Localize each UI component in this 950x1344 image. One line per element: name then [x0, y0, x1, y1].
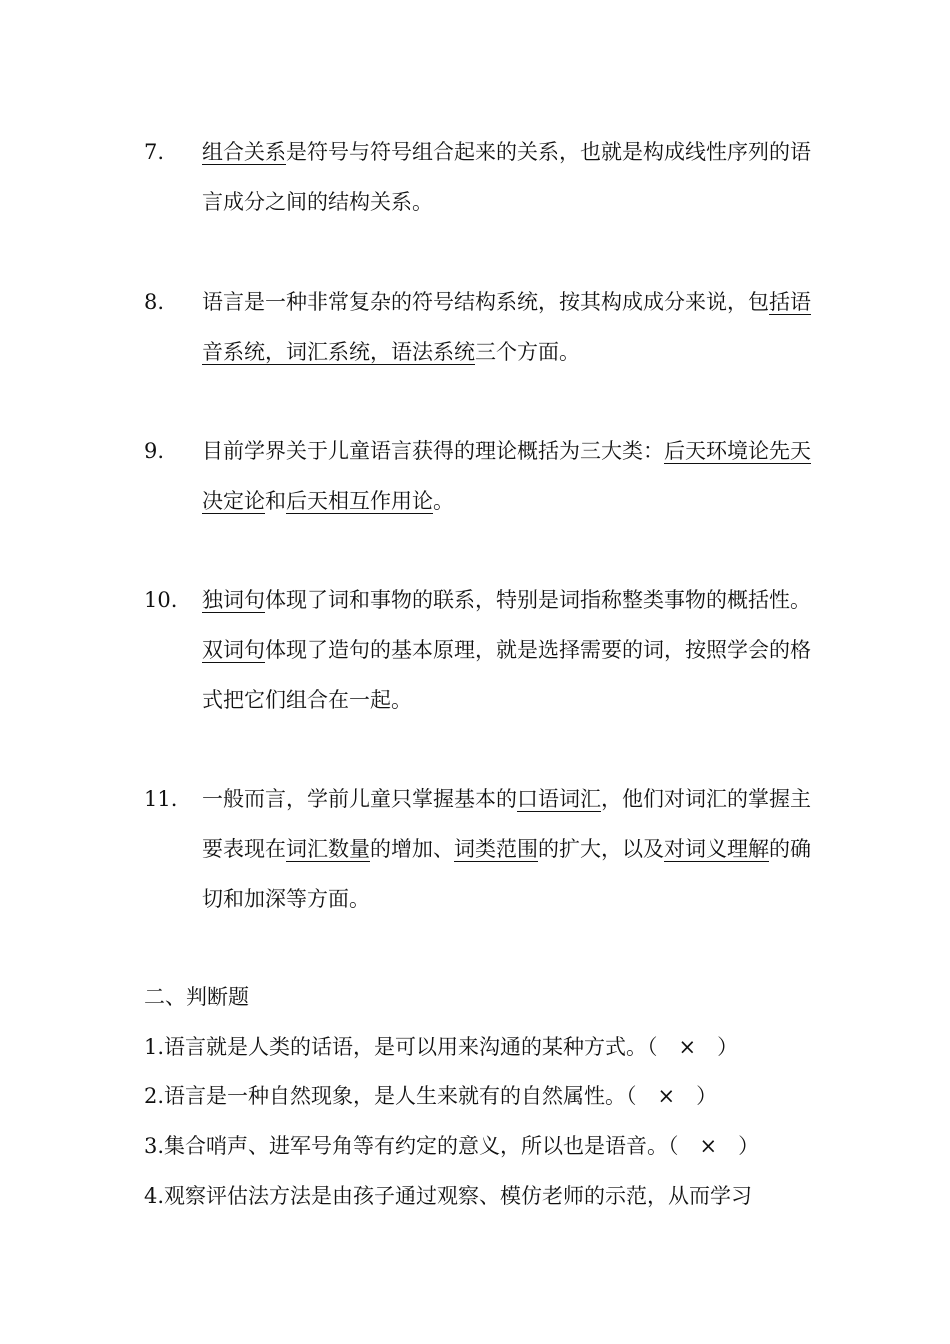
text-segment: 的扩大，以及	[538, 837, 664, 861]
item-text	[202, 277, 824, 377]
fill-item-8	[144, 277, 824, 377]
answer-blank: 后天相互作用论	[286, 489, 433, 513]
item-text: 集合哨声、进军号角等有约定的意义，所以也是语音。	[164, 1134, 669, 1158]
answer-mark: （ × ）	[626, 1084, 718, 1108]
answer-blank: 组合关系	[202, 140, 286, 164]
item-number: 8.	[144, 290, 165, 314]
text-segment: 三个方面。	[475, 340, 580, 364]
fill-item-7	[144, 127, 824, 227]
fill-item-10	[144, 575, 824, 725]
item-text	[202, 426, 824, 526]
answer-blank: 后天环境论先天决定论	[202, 439, 811, 513]
text-segment: 的增加、	[370, 837, 454, 861]
item-text: 语言就是人类的话语，是可以用来沟通的某种方式。	[164, 1035, 648, 1059]
answer-blank: 独词句	[202, 588, 265, 612]
item-number: 4.	[144, 1184, 165, 1208]
item-text	[202, 575, 824, 725]
answer-mark: （ × ）	[647, 1035, 739, 1059]
answer-blank: 对词义理解	[664, 837, 769, 861]
text-segment: 体现了造句的基本原理，就是选择需要的词，按照学会的格式把它们组合在一起。	[202, 638, 811, 712]
item-number: 9.	[144, 439, 165, 463]
text-segment: 目前学界关于儿童语言获得的理论概括为三大类：	[202, 439, 664, 463]
answer-blank: 词汇数量	[286, 837, 370, 861]
fill-item-11	[144, 774, 824, 924]
item-number: 10.	[144, 588, 178, 612]
text-segment: 是符号与符号组合起来的关系，也就是构成线性序列的语言成分之间的结构关系。	[202, 140, 811, 214]
item-number: 7.	[144, 140, 165, 164]
item-text	[202, 774, 824, 924]
text-segment: ，他们对词汇的掌握主要表现在	[202, 787, 811, 861]
fill-item-9	[144, 426, 824, 526]
item-number: 3.	[144, 1134, 165, 1158]
judge-item-2	[144, 1078, 824, 1114]
answer-blank: 口语词汇	[517, 787, 601, 811]
answer-mark: （ × ）	[668, 1134, 760, 1158]
item-number: 2.	[144, 1084, 165, 1108]
text-segment: 和	[265, 489, 286, 513]
text-segment: 一般而言，学前儿童只掌握基本的	[202, 787, 517, 811]
section-title: 二、判断题	[144, 985, 249, 1009]
answer-blank: 双词句	[202, 638, 265, 662]
text-segment: 语言是一种非常复杂的符号结构系统，按其构成成分来说，包	[202, 290, 769, 314]
text-segment: 的确切和加深等方面。	[202, 837, 811, 911]
answer-blank: 词类范围	[454, 837, 538, 861]
judge-item-3	[144, 1128, 824, 1164]
item-number: 1.	[144, 1035, 165, 1059]
item-text	[202, 127, 824, 227]
answer-blank: 括语音系统，词汇系统，语法系统	[202, 290, 811, 364]
item-text: 观察评估法方法是由孩子通过观察、模仿老师的示范，从而学习	[164, 1184, 753, 1208]
judge-item-4	[144, 1178, 824, 1214]
text-segment: 。	[433, 489, 454, 513]
item-number: 11.	[144, 787, 178, 811]
text-segment: 体现了词和事物的联系，特别是词指称整类事物的概括性。	[265, 588, 811, 612]
judge-item-1	[144, 1029, 824, 1065]
item-text: 语言是一种自然现象，是人生来就有的自然属性。	[164, 1084, 627, 1108]
